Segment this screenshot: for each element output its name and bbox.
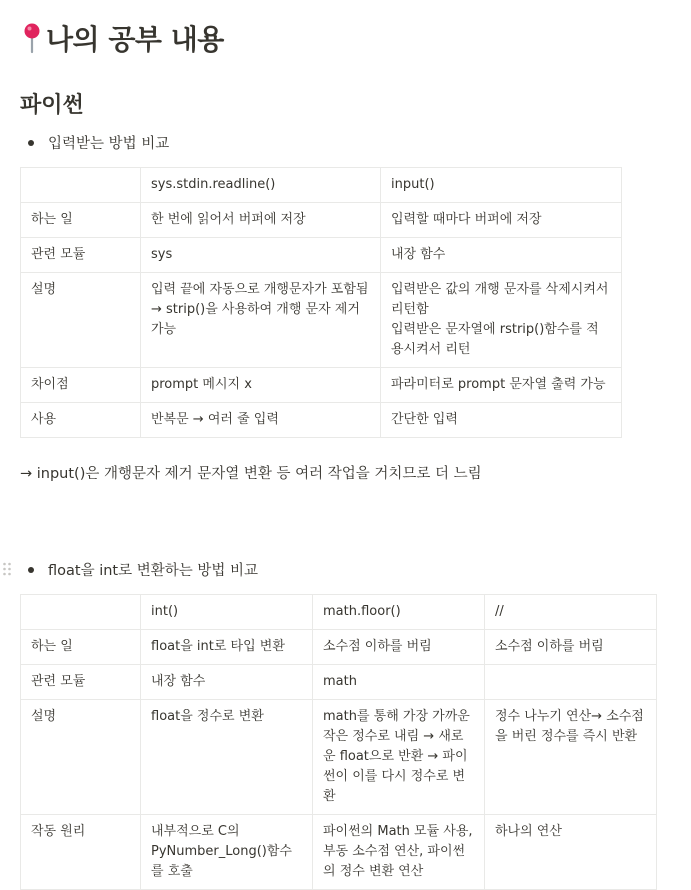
section-heading: 파이썬 (20, 93, 84, 118)
table-cell: 하는 일 (21, 203, 141, 238)
table-cell: 입력받은 값의 개행 문자를 삭제시켜서 리턴함 입력받은 문자열에 rstrip()함수를 적용시켜서 리턴 (381, 273, 622, 368)
conclusion-text: → input()은 개행문자 제거 문자열 변환 등 여러 작업을 거치므로 더 느림 (20, 466, 482, 482)
table-cell: sys.stdin.readline() (141, 168, 381, 203)
table-row (21, 368, 622, 403)
table-row (21, 238, 622, 273)
table-cell: prompt 메시지 x (141, 368, 381, 403)
table-row (21, 665, 657, 700)
input-compare-table (20, 167, 622, 438)
table-cell: 입력할 때마다 버퍼에 저장 (381, 203, 622, 238)
page-title-text: 나의 공부 내용 (46, 23, 224, 56)
table-cell: float을 int로 타입 변환 (141, 630, 313, 665)
bullet-item (28, 559, 258, 580)
table-cell: 차이점 (21, 368, 141, 403)
table-cell (21, 168, 141, 203)
table-cell: 하는 일 (21, 630, 141, 665)
table-cell: 사용 (21, 403, 141, 438)
table-cell: 설명 (21, 700, 141, 815)
table-cell: 소수점 이하를 버림 (313, 630, 485, 665)
table-cell: 관련 모듈 (21, 665, 141, 700)
table-header-row (21, 595, 657, 630)
table-cell: 내장 함수 (141, 665, 313, 700)
table-cell: 설명 (21, 273, 141, 368)
table-cell: math.floor() (313, 595, 485, 630)
table-row (21, 403, 622, 438)
table-cell: input() (381, 168, 622, 203)
table-cell: 파이썬의 Math 모듈 사용, 부동 소수점 연산, 파이썬의 정수 변환 연산 (313, 815, 485, 890)
table-cell: 반복문 → 여러 줄 입력 (141, 403, 381, 438)
float-compare-table (20, 594, 657, 890)
table-row (21, 630, 657, 665)
page-title (22, 18, 224, 58)
table-cell: 입력 끝에 자동으로 개행문자가 포함됨 → strip()을 사용하여 개행 문자 제거 가능 (141, 273, 381, 368)
table-row (21, 815, 657, 890)
table-cell: float을 정수로 변환 (141, 700, 313, 815)
table-cell: 정수 나누기 연산→ 소수점을 버린 정수를 즉시 반환 (485, 700, 657, 815)
table-cell: sys (141, 238, 381, 273)
table-cell: 작동 원리 (21, 815, 141, 890)
bullet-text: 입력받는 방법 비교 (48, 136, 170, 152)
table-cell: 간단한 입력 (381, 403, 622, 438)
table-cell: 내장 함수 (381, 238, 622, 273)
table-cell: 하나의 연산 (485, 815, 657, 890)
table-row (21, 273, 622, 368)
table-cell: 파라미터로 prompt 문자열 출력 가능 (381, 368, 622, 403)
table-cell: // (485, 595, 657, 630)
bullet-dot (28, 567, 34, 573)
table-cell: int() (141, 595, 313, 630)
table-cell (21, 595, 141, 630)
table-cell: math를 통해 가장 가까운 작은 정수로 내림 → 새로운 float으로 반환 → 파이썬이 이를 다시 정수로 변환 (313, 700, 485, 815)
table-cell: math (313, 665, 485, 700)
table-cell: 관련 모듈 (21, 238, 141, 273)
bullet-dot (28, 140, 34, 146)
drag-handle-icon[interactable] (2, 561, 12, 577)
table-cell: 내부적으로 C의 PyNumber_Long()함수를 호출 (141, 815, 313, 890)
round-pushpin-icon (22, 22, 42, 54)
table-cell (485, 665, 657, 700)
table-cell: 한 번에 읽어서 버퍼에 저장 (141, 203, 381, 238)
bullet-text: float을 int로 변환하는 방법 비교 (48, 563, 258, 579)
table-cell: 소수점 이하를 버림 (485, 630, 657, 665)
table-row (21, 203, 622, 238)
table-row (21, 700, 657, 815)
bullet-item (28, 132, 169, 153)
table-header-row (21, 168, 622, 203)
